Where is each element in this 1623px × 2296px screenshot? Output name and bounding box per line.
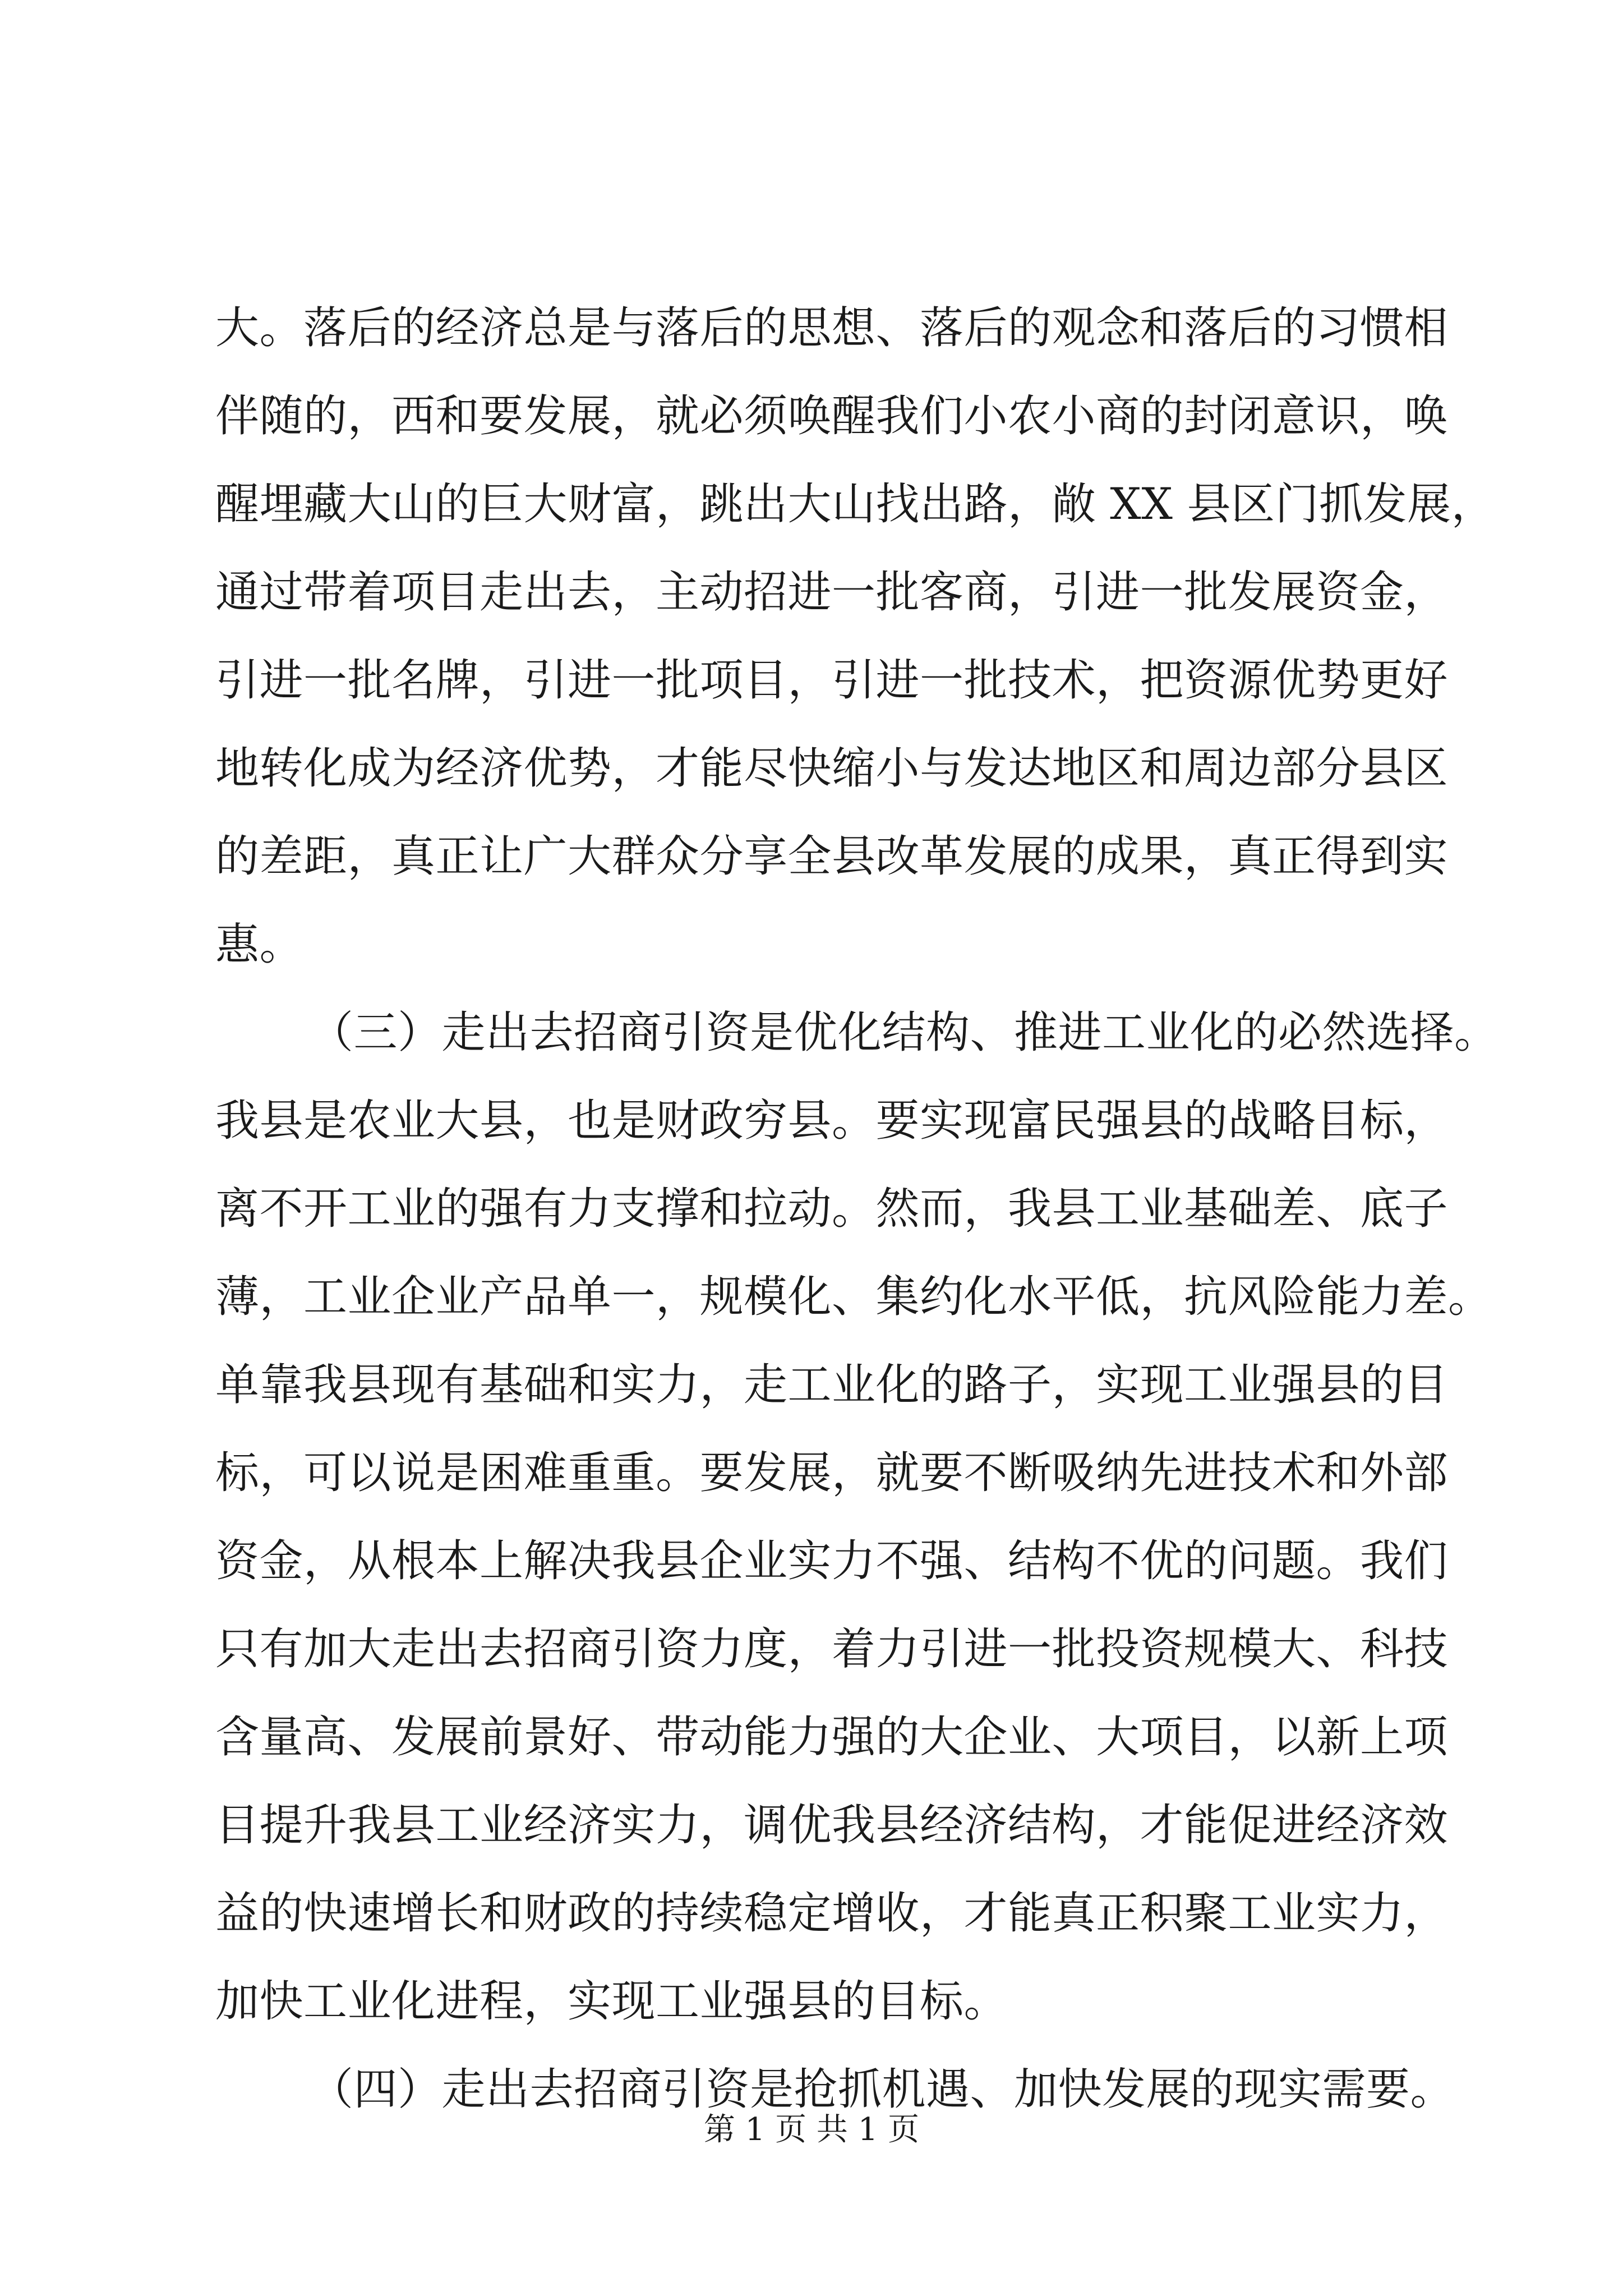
body-line: 离不开工业的强有力支撑和拉动。然而，我县工业基础差、底子 (215, 1184, 1449, 1234)
body-line: 我县是农业大县，也是财政穷县。要实现富民强县的战略目标， (215, 1096, 1449, 1146)
section-heading-line: （四）走出去招商引资是抢抓机遇、加快发展的现实需要。 (310, 2064, 1455, 2115)
body-line: 加快工业化进程，实现工业强县的目标。 (215, 1976, 1008, 2027)
body-line: 益的快速增长和财政的持续稳定增收，才能真正积聚工业实力， (215, 1888, 1449, 1939)
body-line: 惠。 (215, 919, 304, 970)
body-line: 只有加大走出去招商引资力度，着力引进一批投资规模大、科技 (215, 1624, 1449, 1674)
body-line: 标，可以说是困难重重。要发展，就要不断吸纳先进技术和外部 (215, 1448, 1449, 1498)
page-footer (0, 2110, 1623, 2150)
body-line: 薄，工业企业产品单一，规模化、集约化水平低，抗风险能力差。 (215, 1272, 1492, 1322)
body-line: 的差距，真正让广大群众分享全县改革发展的成果，真正得到实 (215, 831, 1449, 882)
page-number-label: 第 1 页 共 1 页 (703, 2111, 920, 2148)
document-body (215, 302, 1498, 2151)
body-line: 大。落后的经济总是与落后的思想、落后的观念和落后的习惯相 (215, 303, 1449, 353)
body-line: 目提升我县工业经济实力，调优我县经济结构，才能促进经济效 (215, 1800, 1449, 1851)
body-line: 单靠我县现有基础和实力，走工业化的路子，实现工业强县的目 (215, 1360, 1449, 1410)
section-heading-line: （三）走出去招商引资是优化结构、推进工业化的必然选择。 (310, 1007, 1498, 1058)
body-line: 引进一批名牌，引进一批项目，引进一批技术，把资源优势更好 (215, 655, 1449, 706)
body-line: 伴随的，西和要发展，就必须唤醒我们小农小商的封闭意识，唤 (215, 391, 1449, 441)
body-line: 醒埋藏大山的巨大财富，跳出大山找出路，敞 XX 县区门抓发展， (215, 479, 1496, 530)
body-line: 含量高、发展前景好、带动能力强的大企业、大项目，以新上项 (215, 1712, 1449, 1763)
body-line: 资金，从根本上解决我县企业实力不强、结构不优的问题。我们 (215, 1536, 1449, 1586)
body-line: 地转化成为经济优势，才能尽快缩小与发达地区和周边部分县区 (215, 743, 1449, 794)
body-line: 通过带着项目走出去，主动招进一批客商，引进一批发展资金， (215, 567, 1449, 618)
